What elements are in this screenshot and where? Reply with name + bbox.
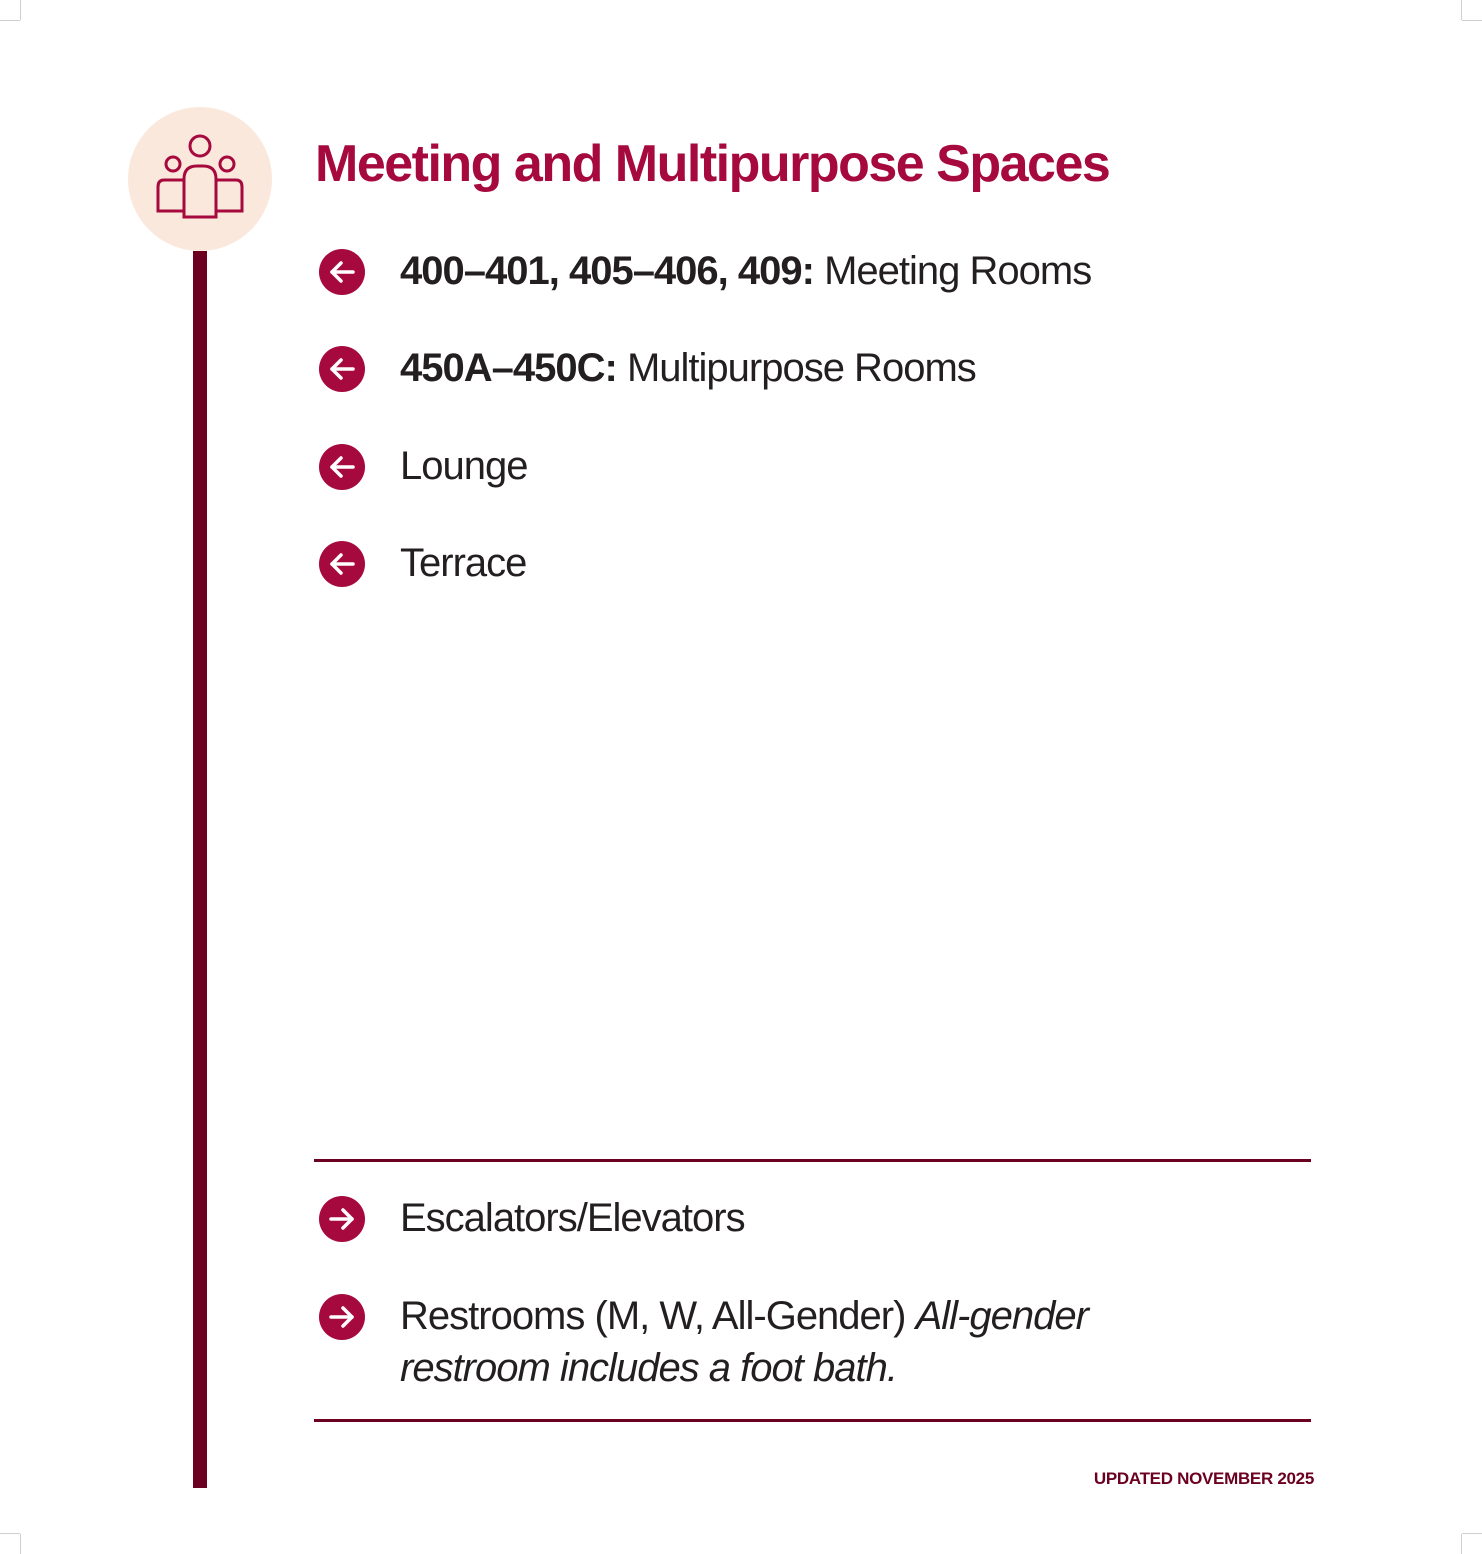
updated-date: UPDATED NOVEMBER 2025 (1093, 1469, 1314, 1488)
arrow-left-icon (319, 249, 365, 295)
room-description: Meeting Rooms (813, 249, 1092, 293)
divider (314, 1159, 1311, 1162)
amenity-label: Escalators/Elevators (400, 1196, 745, 1240)
list-item-label (400, 1290, 1140, 1394)
list-item-label (400, 245, 1091, 297)
room-description: Multipurpose Rooms (616, 346, 976, 390)
page-title: Meeting and Multipurpose Spaces (315, 135, 1110, 193)
vertical-accent-bar (193, 251, 207, 1488)
crop-mark (0, 1533, 20, 1534)
arrow-left-icon (319, 346, 365, 392)
list-item (319, 1294, 1140, 1394)
amenity-note: All-gender restroom includes a foot bath. (400, 1294, 1088, 1390)
crop-mark (1462, 1533, 1482, 1534)
list-item (319, 346, 976, 394)
list-item (319, 444, 527, 492)
arrow-right-icon (319, 1196, 365, 1242)
arrow-right-icon (319, 1294, 365, 1340)
room-description: Lounge (400, 444, 528, 488)
crop-mark (0, 20, 20, 21)
crop-mark (1461, 0, 1462, 20)
list-item (319, 1196, 745, 1244)
room-description: Terrace (400, 541, 527, 585)
list-item-label (400, 440, 527, 492)
room-numbers: 450A–450C: (400, 346, 617, 390)
section-icon-badge (128, 107, 272, 251)
crop-mark (20, 0, 21, 20)
list-item-label (400, 537, 526, 589)
list-item-label (400, 342, 976, 394)
amenity-label: Restrooms (M, W, All-Gender) (400, 1294, 916, 1338)
room-numbers: 400–401, 405–406, 409: (400, 249, 814, 293)
crop-mark (1461, 1534, 1462, 1554)
list-item-label (400, 1192, 745, 1244)
arrow-left-icon (319, 444, 365, 490)
people-group-icon (154, 131, 246, 223)
list-item (319, 249, 1091, 297)
divider (314, 1419, 1311, 1422)
crop-mark (1462, 20, 1482, 21)
crop-mark (20, 1534, 21, 1554)
arrow-left-icon (319, 541, 365, 587)
list-item (319, 541, 526, 589)
